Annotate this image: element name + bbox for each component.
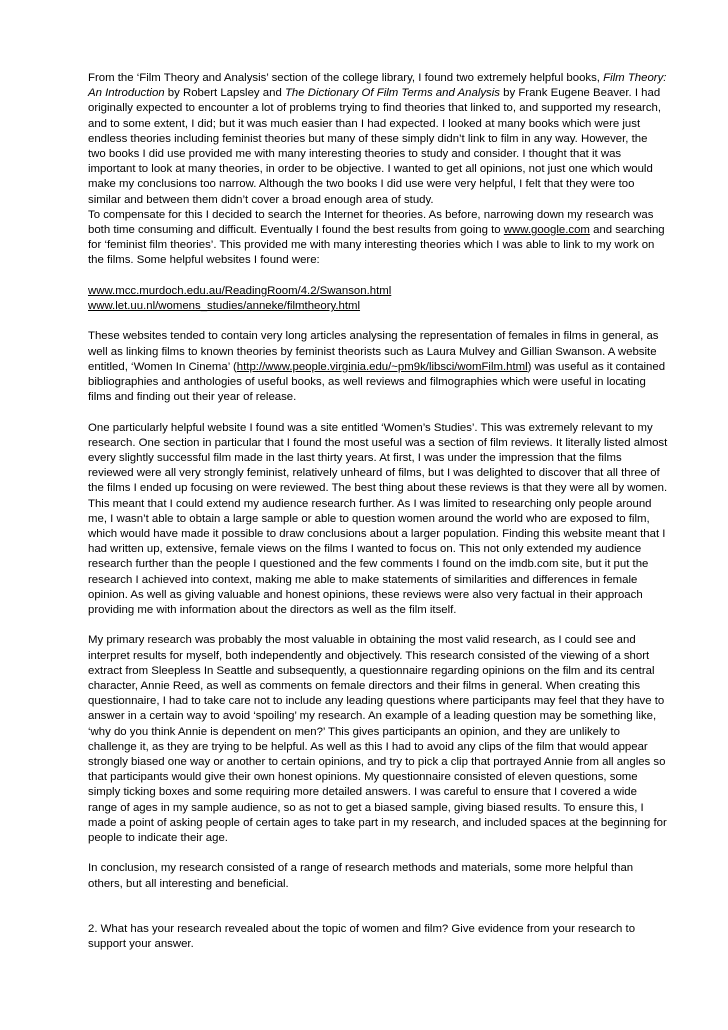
book-title-film-theory: Film Theory: An Introduction xyxy=(88,72,667,100)
paragraph-womens-studies: One particularly helpful website I found was a site entitled ‘Women’s Studies’. This was extremely relevant to my research. One section in particular that I found the most useful was a section of film reviews. It literally listed almost every slightly successful film made in the last thirty years. At first, I was under the impression that the films reviewed were all very strongly feminist, relatively unheard of films, but I was delighted to discover that all three of the films I ended up focusing on were reviewed. The best thing about these reviews is that they were all by women. This meant that I could extend my audience research further. As I was limited to researching only people around me, I wasn’t able to obtain a large sample or able to question women around the world who are exposed to film, which would have made it possible to draw conclusions about a larger population. Finding this website meant that I had written up, extensive, female views on the films I wanted to focus on. This not only extended my audience research further than the people I questioned and the few comments I found on the imdb.com site, but it put the research I achieved into context, making me able to make statements of similarities and differences in female opinion. As well as giving valuable and honest opinions, these reviews were also very factual in their approach providing me with information about the directors as well as the film itself. xyxy=(88,421,668,617)
paragraph-conclusion: In conclusion, my research consisted of a range of research methods and materials, some more helpful than others, but all interesting and beneficial. xyxy=(88,862,634,890)
link-murdoch[interactable]: www.mcc.murdoch.edu.au/ReadingRoom/4.2/Swanson.html xyxy=(88,284,392,297)
question-2: 2. What has your research revealed about the topic of women and film? Give evidence from your research to support your answer. xyxy=(88,922,636,951)
paragraph-library-books: From the ‘Film Theory and Analysis’ section of the college library, I found two extremely helpful books, Film Theory: An Introduction by Robert Lapsley and The Dictionary Of Film Terms and Analysis by Frank Eugene Beaver. I had originally expected to encounter a lot of problems trying to find theories that linked to, and supported my research, and to some extent, I did; but it was much easier than I had expected. I looked at many books which were just endless theories including feminist theories but many of these simply didn’t link to film in any way. However, the two books I did use provided me with many interesting theories to study and consider. I thought that it was important to look at many theories, in order to be objective. I wanted to get all opinions, not just one which would make my conclusions too narrow. Although the two books I did use were very helpful, I felt that they were too similar and between them didn’t cover a broad enough area of study. xyxy=(88,72,667,206)
website-links-list xyxy=(88,284,668,314)
paragraph-primary-research: My primary research was probably the most valuable in obtaining the most valid research, as I could see and interpret results for myself, both independently and objectively. This research consisted of the viewing of a short extract from Sleepless In Seattle and subsequently, a questionnaire regarding opinions on the film and its central character, Annie Reed, as well as comments on female directors and their films in general. When creating this questionnaire, I had to take care not to include any leading questions where participants may feel that they have to answer in a certain way to avoid ‘spoiling’ my research. An example of a leading question may be something like, ‘why do you think Annie is dependent on men?’ This gives participants an opinion, and they are unlikely to challenge it, as they are trying to be helpful. As well as this I had to avoid any clips of the film that would appear strongly biased one way or another to certain opinions, and try to pick a clip that portrayed Annie from all angles so that participants would give their own honest opinions. My questionnaire consisted of eleven questions, some simply ticking boxes and some requiring more detailed answers. I was careful to ensure that I covered a wide range of ages in my sample audience, so as not to get a biased sample, giving biased results. To ensure this, I made a point of asking people of certain ages to take part in my research, and included spaces at the beginning for people to indicate their age. xyxy=(88,634,667,845)
link-uu[interactable]: www.let.uu.nl/womens_studies/anneke/filmtheory.html xyxy=(88,300,361,313)
book-title-dictionary: The Dictionary Of Film Terms and Analysis xyxy=(284,87,500,100)
link-women-in-cinema[interactable]: http://www.people.virginia.edu/~pm9k/libsci/womFilm.html xyxy=(236,360,528,373)
paragraph-websites: These websites tended to contain very long articles analysing the representation of females in films in general, as well as linking films to known theories by feminist theorists such as Laura Mulvey and Gillian Swanson. A website entitled, ‘Women In Cinema’ (http://www.people.virginia.edu/~pm9k/libsci/womFilm.html) was useful as it contained bibliographies and anthologies of useful books, as well reviews and filmographies which were useful in locating films and finding out their year of release. xyxy=(88,330,666,404)
link-google[interactable]: www.google.com xyxy=(503,224,590,237)
paragraph-internet-search: To compensate for this I decided to search the Internet for theories. As before, narrowing down my research was both time consuming and difficult. Eventually I found the best results from going to www.google.com and searching for ‘feminist film theories’. This provided me with many interesting theories which I was able to link to my work on the films. Some helpful websites I found were: xyxy=(88,208,665,267)
